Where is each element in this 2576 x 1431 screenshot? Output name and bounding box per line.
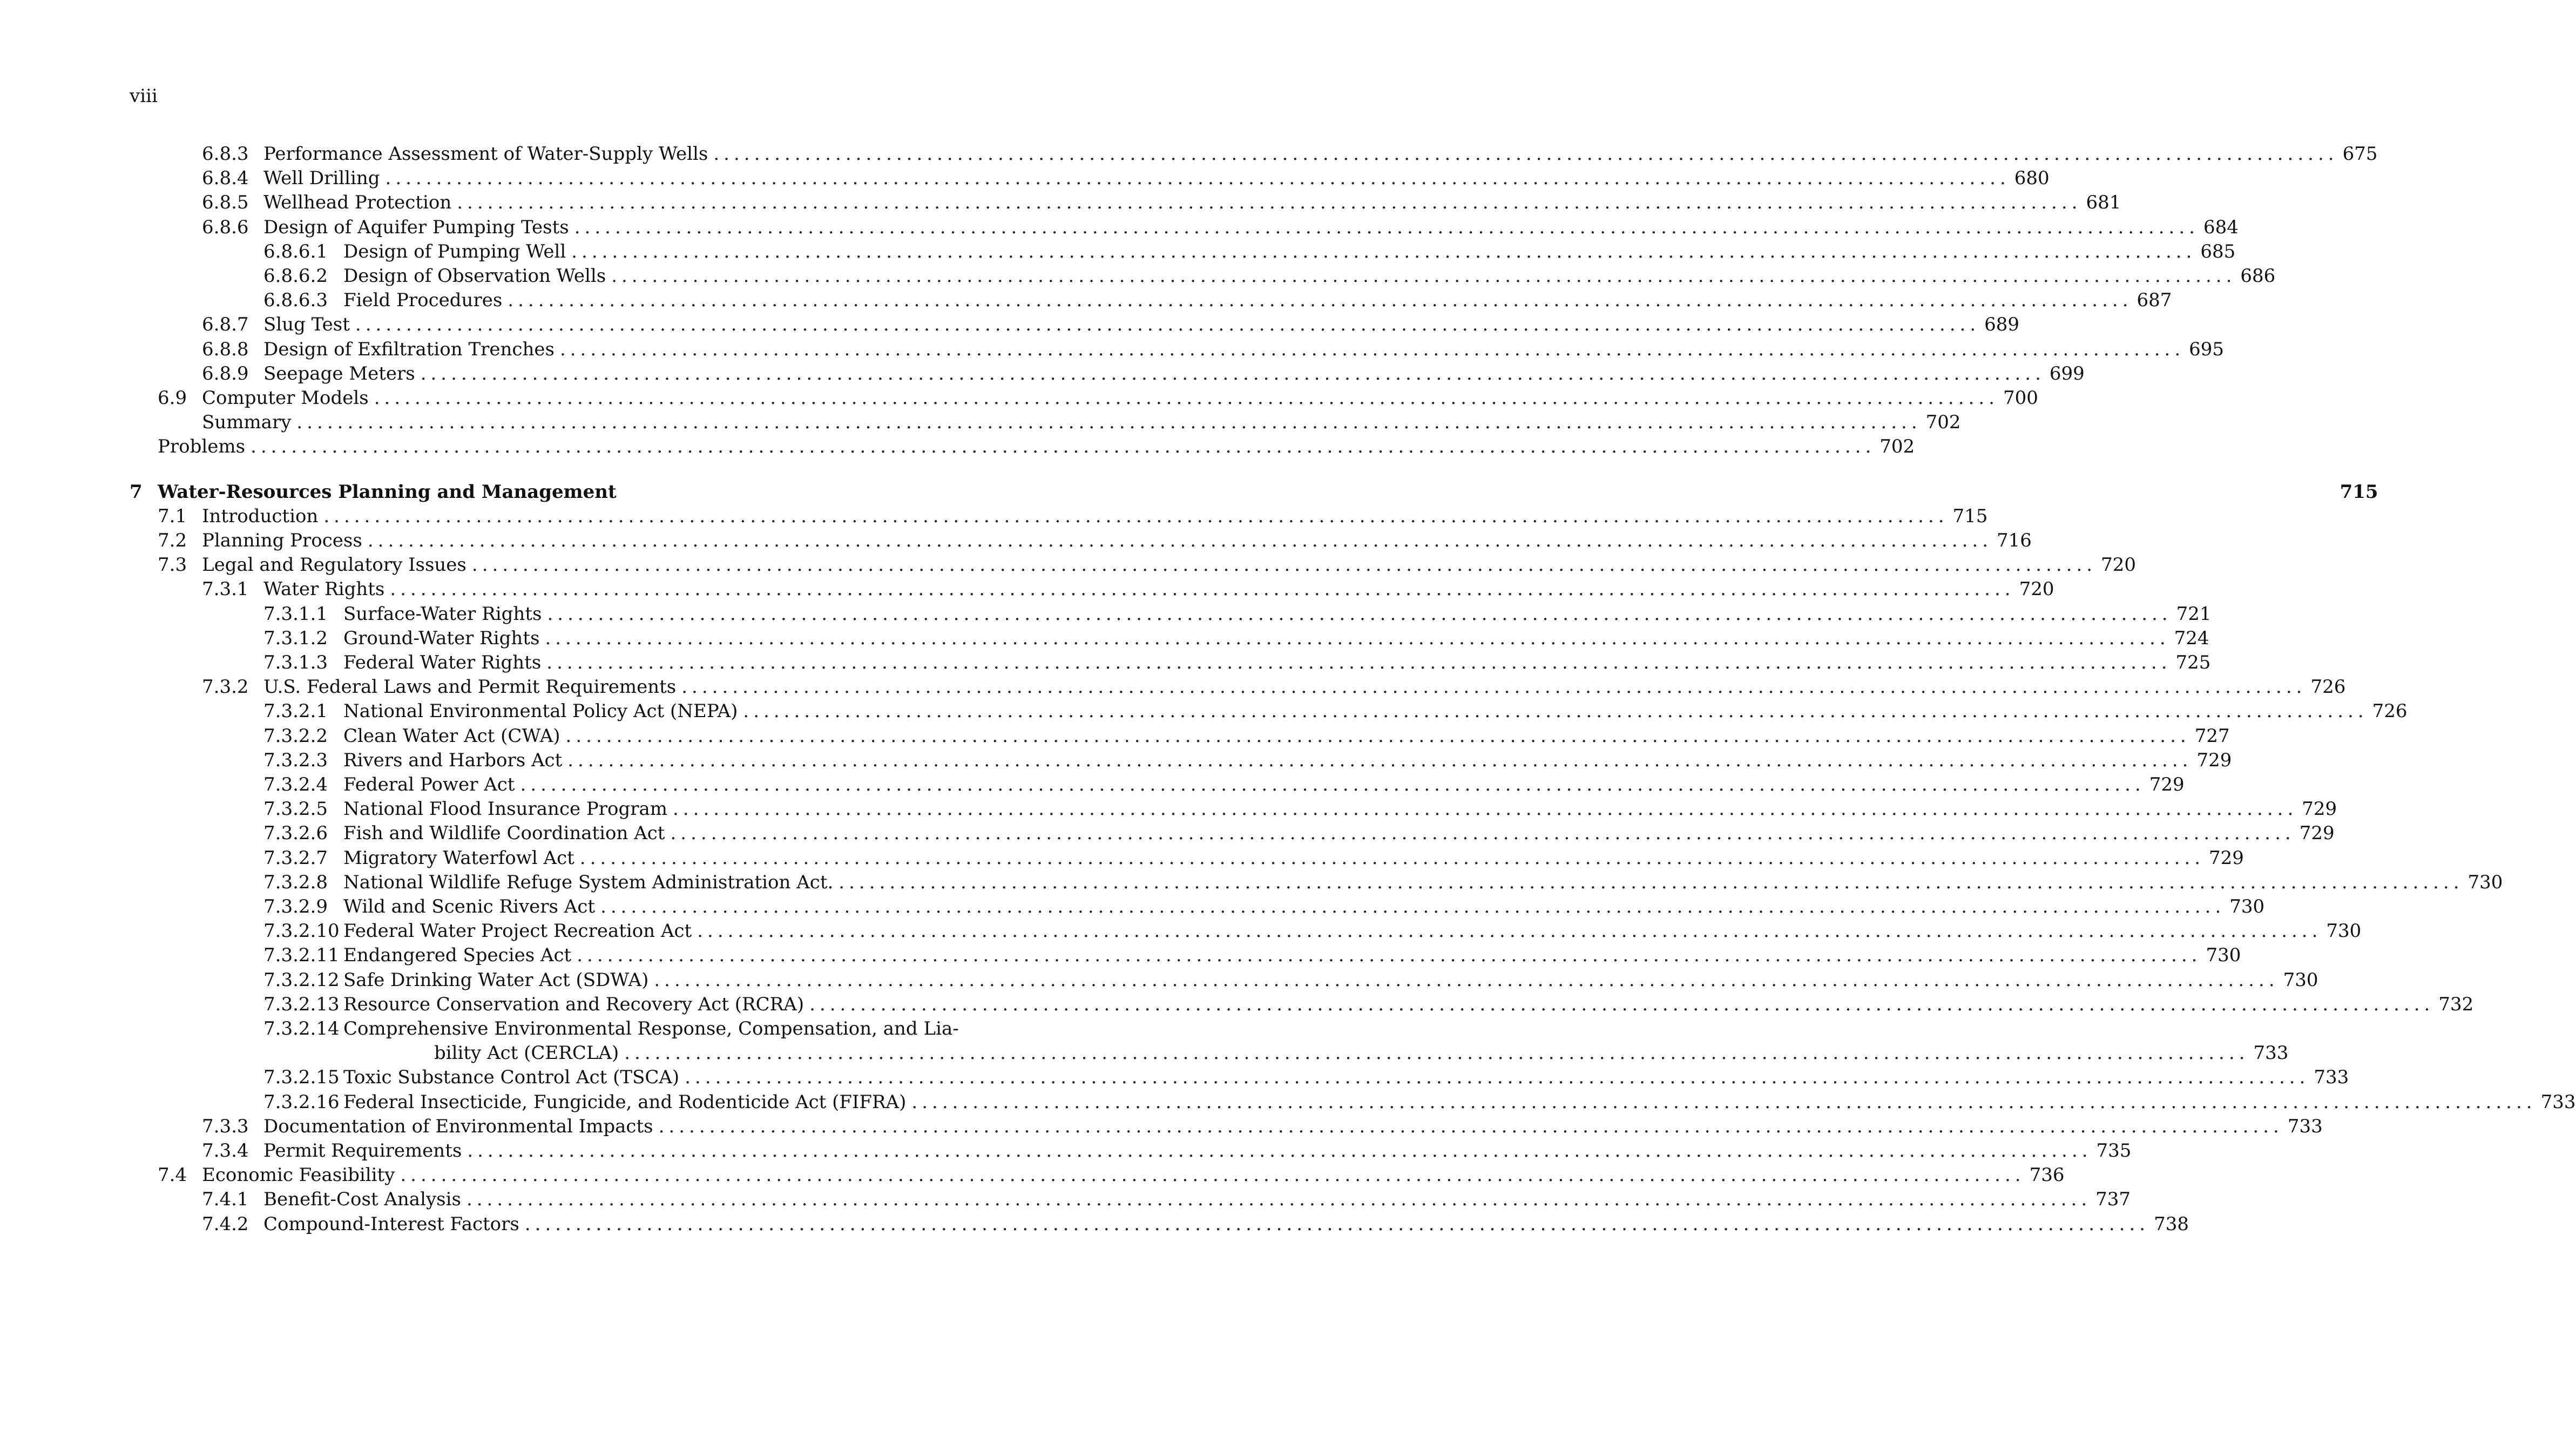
toc-row[interactable]: [0, 312, 2020, 337]
toc-entry: [343, 699, 2408, 724]
toc-entry-page: 729: [2149, 774, 2185, 795]
toc-entry-page: 730: [2206, 944, 2241, 967]
toc-entry-page: 729: [2302, 798, 2337, 820]
toc-entry-title: Safe Drinking Water Act (SDWA): [343, 969, 649, 991]
toc-entry-number: 7.3.4: [202, 1140, 249, 1162]
toc-entry-page: 730: [2467, 871, 2503, 893]
toc-entry-title: Compound-Interest Factors: [263, 1213, 519, 1235]
dot-leader: ................................................................................................................................................................: [911, 1091, 2537, 1113]
toc-entry: [158, 480, 2378, 504]
toc-entry-page: 730: [2229, 896, 2265, 917]
dot-leader: ................................................................................................................................................................: [571, 240, 2196, 262]
toc-entry: [343, 796, 2337, 821]
toc-entry-number: 7.4.1: [202, 1189, 249, 1211]
toc-entry-page: 681: [2086, 192, 2121, 214]
toc-row[interactable]: [0, 141, 2378, 166]
toc-entry-title: Economic Feasibility: [202, 1164, 395, 1186]
toc-row[interactable]: [0, 410, 1961, 435]
toc-entry-number: 7.3.2.8: [263, 871, 328, 893]
toc-entry: [202, 528, 2032, 553]
dot-leader: ................................................................................................................................................................: [367, 530, 1993, 551]
toc-row[interactable]: [0, 1114, 2323, 1139]
toc-entry: [343, 1016, 962, 1041]
toc-entry: [263, 1138, 2132, 1163]
dot-leader: ................................................................................................................................................................: [600, 896, 2226, 917]
toc-entry-title: Design of Observation Wells: [343, 265, 606, 287]
dot-leader: ................................................................................................................................................................: [624, 1042, 2249, 1064]
toc-entry-title: Design of Aquifer Pumping Tests: [263, 216, 569, 238]
toc-chapter-row[interactable]: [0, 480, 2378, 504]
toc-entry-page: 733: [2253, 1042, 2289, 1064]
toc-entry-title: Clean Water Act (CWA): [343, 725, 560, 747]
toc-entry-page: 738: [2154, 1213, 2189, 1235]
toc-row[interactable]: [0, 1065, 2349, 1090]
toc-entry-number: 7.4: [158, 1164, 187, 1186]
toc-entry-title: Federal Insecticide, Fungicide, and Rodenticide Act (FIFRA): [343, 1091, 907, 1113]
toc-entry: [343, 992, 2474, 1017]
toc-row[interactable]: [0, 1187, 2131, 1212]
toc-entry-page: 716: [1997, 530, 2032, 551]
dot-leader: ................................................................................................................................................................: [467, 1140, 2092, 1162]
toc-entry-page: 680: [2014, 167, 2050, 190]
toc-entry-number: 7.3.2.3: [263, 749, 328, 771]
toc-row[interactable]: [0, 699, 2408, 724]
dot-leader: ................................................................................................................................................................: [251, 436, 1876, 458]
toc-entry-page: 687: [2136, 289, 2172, 312]
toc-entry-number: 7.3.2.7: [263, 847, 328, 869]
toc-row[interactable]: [0, 337, 2225, 362]
toc-entry-title: Design of Exfiltration Trenches: [263, 338, 555, 360]
dot-leader: ................................................................................................................................................................: [323, 505, 1949, 527]
toc-row[interactable]: [0, 821, 2335, 846]
toc-entry-title: Permit Requirements: [263, 1140, 462, 1162]
toc-row[interactable]: [0, 1212, 2189, 1237]
toc-entry: [263, 166, 2050, 191]
toc-entry-title: Water-Resources Planning and Management: [158, 481, 617, 503]
dot-leader: ................................................................................................................................................................: [567, 749, 2193, 771]
toc-entry-number: 6.8.7: [202, 314, 249, 336]
dot-leader: ................................................................................................................................................................: [400, 1164, 2025, 1186]
dot-leader: ................................................................................................................................................................: [673, 798, 2298, 820]
toc-entry-number: 7.3.2.15: [263, 1066, 340, 1089]
toc-entry-page: 724: [2174, 627, 2209, 649]
toc-entry-number: 6.8.3: [202, 143, 249, 165]
toc-entry-title: National Flood Insurance Program: [343, 798, 668, 820]
toc-entry-number: 7.3.2.13: [263, 993, 340, 1015]
toc-entry: [343, 821, 2335, 846]
dot-leader: ................................................................................................................................................................: [524, 1213, 2150, 1235]
toc-row[interactable]: [0, 288, 2172, 313]
toc-entry-page: 736: [2029, 1164, 2065, 1186]
toc-entry: [434, 1041, 2289, 1065]
dot-leader: ................................................................................................................................................................: [577, 944, 2202, 967]
toc-row[interactable]: [0, 386, 2038, 410]
dot-leader: ................................................................................................................................................................: [559, 338, 2185, 360]
dot-leader: ................................................................................................................................................................: [839, 871, 2464, 893]
toc-row[interactable]: [0, 870, 2503, 895]
dot-leader: ................................................................................................................................................................: [420, 362, 2045, 384]
toc-entry-number: 7.3.2: [202, 676, 249, 698]
toc-entry-number: 7: [130, 481, 143, 503]
toc-entry-page: 689: [1984, 314, 2020, 336]
toc-entry-title: Comprehensive Environmental Response, Compensation, and Lia-: [343, 1018, 959, 1040]
dot-leader: ................................................................................................................................................................: [508, 289, 2133, 312]
toc-entry: [263, 1212, 2189, 1237]
toc-entry-page: 700: [2003, 387, 2038, 409]
dot-leader: ................................................................................................................................................................: [296, 411, 1922, 434]
toc-entry-number: 7.3.2.4: [263, 774, 328, 795]
toc-entry-title: Fish and Wildlife Coordination Act: [343, 822, 665, 845]
toc-entry: [263, 141, 2378, 166]
toc-entry-title: Federal Water Project Recreation Act: [343, 920, 692, 942]
toc-entry-page: 702: [1879, 436, 1915, 458]
toc-entry-page: 733: [2540, 1091, 2576, 1113]
toc-entry-title: Legal and Regulatory Issues: [202, 554, 466, 576]
toc-row[interactable]: [0, 846, 2244, 870]
dot-leader: ................................................................................................................................................................: [457, 192, 2082, 214]
toc-row[interactable]: [0, 772, 2185, 797]
toc-entry-number: 7.3.2.6: [263, 822, 328, 845]
toc-entry-page: 699: [2049, 362, 2085, 384]
toc-entry: [202, 386, 2038, 410]
toc-entry: [343, 1090, 2576, 1115]
toc-entry-page: 721: [2176, 603, 2212, 625]
toc-entry: [343, 1065, 2349, 1090]
toc-entry-number: 7.3.2.11: [263, 944, 340, 967]
toc-entry-title: Ground-Water Rights: [343, 627, 540, 649]
toc-entry-page: 695: [2189, 338, 2225, 360]
toc-entry-page: 684: [2203, 216, 2239, 238]
dot-leader: ................................................................................................................................................................: [713, 143, 2338, 165]
toc-entry: [343, 919, 2362, 943]
toc-entry-number: 6.8.6.1: [263, 240, 328, 262]
toc-entry-number: 7.3.1.2: [263, 627, 328, 649]
toc-entry-number: 6.8.6.3: [263, 289, 328, 312]
toc-entry-title: Design of Pumping Well: [343, 240, 566, 262]
toc-entry-title: Documentation of Environmental Impacts: [263, 1115, 653, 1137]
toc-entry: [263, 190, 2121, 215]
toc-entry: [343, 748, 2232, 773]
dot-leader: ................................................................................................................................................................: [471, 554, 2097, 576]
toc-row[interactable]: [0, 626, 2209, 651]
toc-entry-page: 702: [1925, 411, 1961, 434]
dot-leader: ................................................................................................................................................................: [743, 700, 2368, 723]
dot-leader: ................................................................................................................................................................: [670, 822, 2295, 845]
toc-entry-page: 730: [2283, 969, 2318, 991]
toc-entry-number: 7.3.2.2: [263, 725, 328, 747]
dot-leader: ................................................................................................................................................................: [545, 627, 2170, 649]
toc-row[interactable]: [0, 190, 2121, 215]
toc-entry-number: 6.8.4: [202, 167, 249, 190]
toc-entry: [202, 1163, 2065, 1187]
toc-row[interactable]: [0, 166, 2050, 191]
toc-entry-page: 735: [2096, 1140, 2132, 1162]
toc-entry-title: Federal Water Rights: [343, 652, 542, 673]
dot-leader: ................................................................................................................................................................: [520, 774, 2145, 795]
toc-entry-page: 727: [2194, 725, 2230, 747]
toc-entry-number: 6.9: [158, 387, 187, 409]
dot-leader: ................................................................................................................................................................: [374, 387, 1999, 409]
toc-entry-page: 730: [2326, 920, 2362, 942]
toc-entry-title: Rivers and Harbors Act: [343, 749, 563, 771]
toc-entry-page: 720: [2101, 554, 2136, 576]
toc-entry-page: 729: [2299, 822, 2335, 845]
toc-entry: [263, 1187, 2131, 1212]
toc-row[interactable]: [0, 1163, 2065, 1187]
dot-leader: ................................................................................................................................................................: [466, 1189, 2092, 1211]
toc-entry-page: 720: [2019, 578, 2054, 600]
dot-leader: ................................................................................................................................................................: [685, 1066, 2310, 1089]
toc-entry-number: 6.8.9: [202, 362, 249, 384]
toc-entry-number: 7.3.3: [202, 1115, 249, 1137]
toc-entry-page: 725: [2175, 652, 2211, 673]
toc-entry: [343, 602, 2212, 626]
dot-leader: ................................................................................................................................................................: [547, 603, 2172, 625]
toc-row[interactable]: [0, 796, 2337, 821]
toc-row[interactable]: [0, 919, 2362, 943]
toc-entry-number: 7.3.2.10: [263, 920, 340, 942]
toc-entry-title: Planning Process: [202, 530, 362, 551]
toc-entry: [343, 239, 2236, 264]
toc-entry-page: 729: [2209, 847, 2244, 869]
toc-row[interactable]: [0, 674, 2346, 699]
toc-row[interactable]: [0, 504, 1988, 529]
toc-entry-number: 6.8.8: [202, 338, 249, 360]
toc-entry-number: 6.8.6.2: [263, 265, 328, 287]
toc-entry: [263, 1114, 2323, 1139]
toc-entry-page: 732: [2438, 993, 2474, 1015]
toc-row[interactable]: [0, 943, 2241, 968]
toc-entry: [343, 870, 2503, 895]
toc-row[interactable]: [0, 528, 2032, 553]
toc-entry: [263, 361, 2085, 386]
toc-entry: [202, 504, 1988, 529]
toc-entry-number: 7.2: [158, 530, 187, 551]
toc-entry-number: 7.3.1: [202, 578, 249, 600]
toc-entry-title: bility Act (CERCLA): [434, 1042, 619, 1064]
toc-row[interactable]: [0, 1016, 1106, 1041]
toc-row[interactable]: [0, 434, 1915, 459]
toc-entry: [343, 264, 2276, 288]
dot-leader: ................................................................................................................................................................: [654, 969, 2279, 991]
dot-leader: ................................................................................................................................................................: [611, 265, 2236, 287]
dot-leader: ................................................................................................................................................................: [697, 920, 2322, 942]
dot-leader: ................................................................................................................................................................: [809, 993, 2435, 1015]
toc-entry-number: 7.3: [158, 554, 187, 576]
toc-entry-page: 685: [2200, 240, 2236, 262]
toc-entry-number: 6.8.6: [202, 216, 249, 238]
toc-entry-title: Summary: [202, 411, 292, 434]
toc-entry-title: Wellhead Protection: [263, 192, 452, 214]
toc-entry: [263, 674, 2346, 699]
toc-entry-page: 733: [2287, 1115, 2323, 1137]
dot-leader: ................................................................................................................................................................: [579, 847, 2205, 869]
toc-entry-number: 7.3.2.1: [263, 700, 328, 723]
toc-entry-page: 726: [2372, 700, 2408, 723]
dot-leader: ................................................................................................................................................................: [546, 652, 2172, 673]
toc-entry-page: 737: [2095, 1189, 2131, 1211]
dot-leader: ................................................................................................................................................................: [390, 578, 2015, 600]
toc-row[interactable]: [0, 215, 2239, 240]
toc-entry-number: 7.3.1.3: [263, 652, 328, 673]
toc-entry: [343, 650, 2211, 675]
toc-entry-page: 675: [2342, 143, 2378, 165]
toc-entry-title: Slug Test: [263, 314, 350, 336]
toc-entry-page: 729: [2196, 749, 2232, 771]
toc-row[interactable]: [0, 1090, 2576, 1115]
toc-row[interactable]: [0, 968, 2318, 993]
toc-entry-number: 7.3.2.14: [263, 1018, 340, 1040]
toc-row[interactable]: [0, 239, 2236, 264]
toc-entry: [263, 337, 2225, 362]
toc-entry-title: Benefit-Cost Analysis: [263, 1189, 461, 1211]
toc-row[interactable]: [0, 577, 2054, 602]
toc-row[interactable]: [0, 894, 2265, 919]
toc-entry-page: 715: [2340, 481, 2378, 503]
toc-entry-title: Computer Models: [202, 387, 369, 409]
dot-leader: ................................................................................................................................................................: [355, 314, 1980, 336]
toc-entry-page: 726: [2310, 676, 2346, 698]
toc-entry: [263, 577, 2054, 602]
toc-entry-number: 7.3.2.5: [263, 798, 328, 820]
toc-entry-page: 686: [2240, 265, 2276, 287]
toc-entry-title: Federal Power Act: [343, 774, 515, 795]
toc-entry: [343, 968, 2318, 993]
toc-entry-number: 6.8.5: [202, 192, 249, 214]
toc-entry-title: Introduction: [202, 505, 319, 527]
toc-row[interactable]: [0, 992, 2474, 1017]
toc-row[interactable]: [0, 361, 2085, 386]
toc-entry-number: 7.3.2.12: [263, 969, 340, 991]
toc-entry-page: 715: [1952, 505, 1988, 527]
toc-entry: [158, 434, 1915, 459]
dot-leader: ................................................................................................................................................................: [574, 216, 2199, 238]
toc-entry-number: 7.3.2.9: [263, 896, 328, 917]
toc-entry-title: Performance Assessment of Water-Supply Wells: [263, 143, 708, 165]
toc-entry: [343, 724, 2230, 748]
toc-entry-page: 733: [2314, 1066, 2349, 1089]
toc-entry: [343, 626, 2209, 651]
toc-entry-title: U.S. Federal Laws and Permit Requirements: [263, 676, 677, 698]
toc-entry: [343, 943, 2241, 968]
toc-entry-number: 7.3.1.1: [263, 603, 328, 625]
toc-entry-number: 7.3.2.16: [263, 1091, 340, 1113]
toc-entry-title: Resource Conservation and Recovery Act (RCRA): [343, 993, 804, 1015]
toc-entry-number: 7.4.2: [202, 1213, 249, 1235]
toc-row[interactable]: [0, 552, 2136, 577]
toc-row[interactable]: [0, 724, 2230, 748]
toc-entry: [343, 846, 2244, 870]
toc-row[interactable]: [0, 1041, 2289, 1065]
toc-entry-title: National Wildlife Refuge System Administration Act.: [343, 871, 834, 893]
dot-leader: ................................................................................................................................................................: [385, 167, 2010, 190]
toc-entry-title: Wild and Scenic Rivers Act: [343, 896, 596, 917]
toc-entry: [343, 288, 2172, 313]
toc-entry-title: Toxic Substance Control Act (TSCA): [343, 1066, 680, 1089]
toc-row[interactable]: [0, 602, 2212, 626]
toc-entry-number: 7.1: [158, 505, 187, 527]
toc-entry: [263, 312, 2020, 337]
page-number: viii: [130, 85, 158, 107]
toc-entry-title: National Environmental Policy Act (NEPA): [343, 700, 738, 723]
toc-row[interactable]: [0, 264, 2276, 288]
toc-entry-title: Field Procedures: [343, 289, 503, 312]
toc-entry-title: Migratory Waterfowl Act: [343, 847, 574, 869]
toc-entry: [202, 410, 1961, 435]
toc-entry-title: Endangered Species Act: [343, 944, 572, 967]
toc-entry-title: Problems: [158, 436, 246, 458]
toc-entry-title: Well Drilling: [263, 167, 380, 190]
dot-leader: ................................................................................................................................................................: [565, 725, 2190, 747]
dot-leader: ................................................................................................................................................................: [681, 676, 2307, 698]
toc-entry-title: Surface-Water Rights: [343, 603, 542, 625]
toc-entry: [343, 772, 2185, 797]
toc-entry-title: Water Rights: [263, 578, 385, 600]
dot-leader: ................................................................................................................................................................: [658, 1115, 2283, 1137]
toc-row[interactable]: [0, 748, 2232, 773]
toc-entry: [343, 894, 2265, 919]
toc-entry-title: Seepage Meters: [263, 362, 415, 384]
toc-row[interactable]: [0, 650, 2211, 675]
toc-row[interactable]: [0, 1138, 2132, 1163]
toc-entry: [202, 552, 2136, 577]
toc-entry: [263, 215, 2239, 240]
